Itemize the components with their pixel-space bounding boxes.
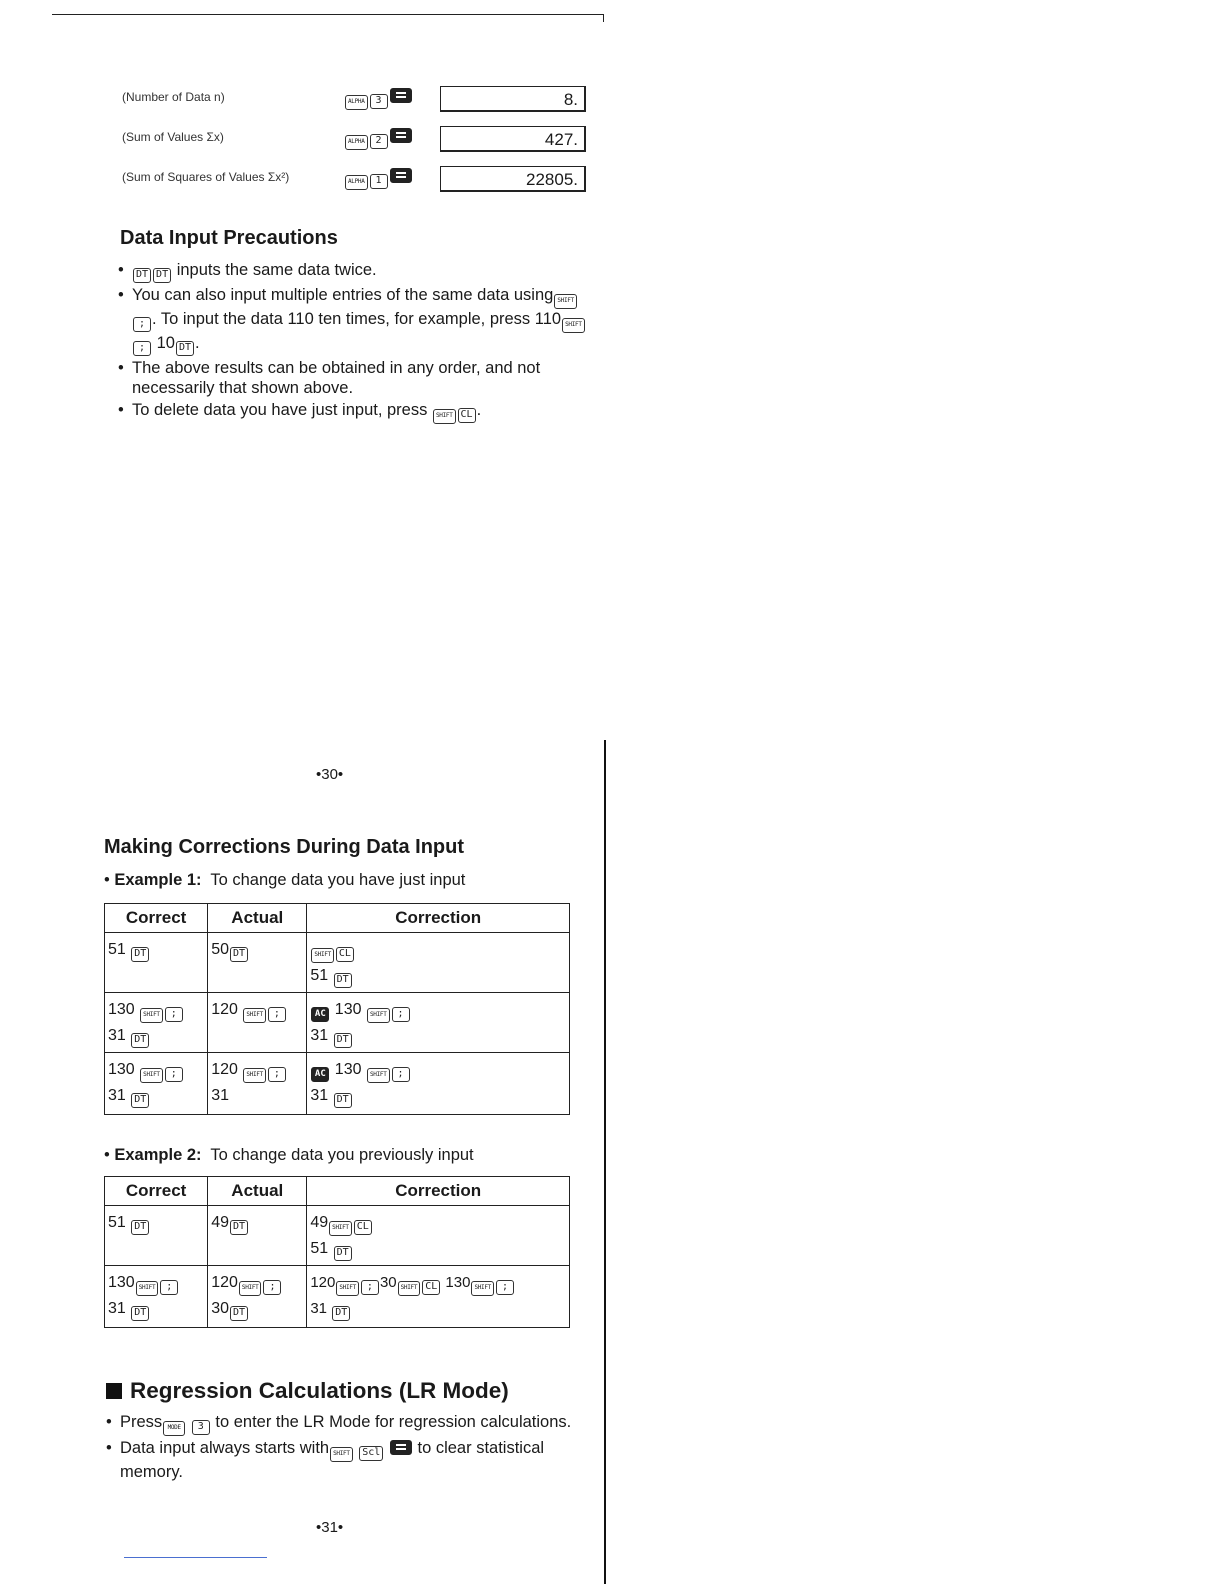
shift-key-icon: SHIFT (433, 409, 456, 424)
semicolon-key-icon: ; (361, 1280, 379, 1295)
cell-number: 51 (310, 1240, 329, 1257)
cl-key-icon: CL (458, 408, 476, 423)
shift-key-icon: SHIFT (562, 318, 585, 333)
regression-list (106, 1412, 582, 1484)
cell-number: 130 (108, 1001, 135, 1018)
table-cell (105, 1206, 208, 1266)
shift-key-icon: SHIFT (554, 294, 577, 309)
dt-key-icon: DT (230, 1220, 248, 1235)
dt-key-icon: DT (332, 1306, 350, 1321)
cell-number: 130 (108, 1061, 135, 1078)
two-key-icon: 2 (370, 134, 388, 149)
semicolon-key-icon: ; (165, 1007, 183, 1022)
shift-key-icon: SHIFT (311, 948, 334, 963)
three-key-icon: 3 (370, 94, 388, 109)
dt-key-icon: DT (131, 1093, 149, 1108)
precautions-heading: Data Input Precautions (120, 227, 338, 249)
list-item (118, 358, 590, 398)
column-header: Correct (105, 1177, 208, 1206)
stat-label: (Sum of Squares of Values Σx²) (122, 170, 290, 184)
list-item-text: Data input always starts with (120, 1439, 330, 1457)
cell-number: 120 (211, 1061, 238, 1078)
cell-number: 49 (211, 1214, 230, 1231)
semicolon-key-icon: ; (165, 1067, 183, 1082)
shift-key-icon: SHIFT (140, 1068, 163, 1083)
cell-number: 30 (211, 1300, 230, 1317)
table-cell (105, 993, 208, 1053)
cell-number: 49 (310, 1214, 329, 1231)
dt-key-icon: DT (176, 341, 194, 356)
dt-key-icon: DT (334, 973, 352, 988)
ac-key-icon: AC (311, 1007, 329, 1022)
dt-key-icon: DT (230, 1306, 248, 1321)
cell-number: 31 (211, 1087, 230, 1104)
table-cell (208, 933, 307, 993)
regression-heading-text: Regression Calculations (LR Mode) (130, 1378, 509, 1403)
example-2-caption: • Example 2: To change data you previously input (104, 1146, 474, 1164)
list-item-text: To delete data you have just input, press (132, 401, 428, 419)
cell-number: 30 (379, 1274, 397, 1291)
equals-key-icon (390, 88, 412, 103)
cell-number: 130 (108, 1274, 135, 1291)
semicolon-key-icon: ; (392, 1067, 410, 1082)
list-item (106, 1412, 582, 1436)
corrections-table-1 (104, 903, 570, 1115)
example-text: To change data you have just input (210, 871, 466, 889)
shift-key-icon: SHIFT (336, 1281, 359, 1296)
top-rule (52, 14, 604, 15)
shift-key-icon: SHIFT (471, 1281, 494, 1296)
cell-number: 130 (445, 1274, 471, 1291)
alpha-key-icon: ALPHA (345, 135, 368, 150)
semicolon-key-icon: ; (133, 317, 151, 332)
dt-key-icon: DT (153, 268, 171, 283)
key-sequence (344, 168, 413, 190)
shift-key-icon: SHIFT (243, 1068, 266, 1083)
example-label: Example 1: (114, 871, 202, 889)
calculator-display: 22805. (440, 166, 586, 192)
mode-key-icon: MODE (163, 1421, 185, 1436)
equals-key-icon (390, 1440, 412, 1455)
blue-underline (124, 1557, 267, 1558)
dt-key-icon: DT (131, 1306, 149, 1321)
cell-number: 31 (108, 1027, 126, 1044)
calculator-display: 8. (440, 86, 586, 112)
cell-number: 31 (108, 1087, 126, 1104)
semicolon-key-icon: ; (392, 1007, 410, 1022)
top-rule-tick (603, 14, 604, 22)
one-key-icon: 1 (370, 174, 388, 189)
column-header: Actual (208, 904, 307, 933)
table-cell (105, 933, 208, 993)
shift-key-icon: SHIFT (239, 1281, 262, 1296)
example-text: To change data you previously input (210, 1146, 474, 1164)
key-sequence (344, 88, 413, 110)
column-header: Correction (307, 904, 570, 933)
table-row (105, 1266, 570, 1328)
column-header: Correction (307, 1177, 570, 1206)
semicolon-key-icon: ; (160, 1280, 178, 1295)
list-item-text: Press (120, 1413, 163, 1431)
cell-number: 31 (310, 1087, 329, 1104)
dt-key-icon: DT (334, 1093, 352, 1108)
semicolon-key-icon: ; (268, 1007, 286, 1022)
key-sequence (344, 128, 413, 150)
table-cell (208, 1266, 307, 1328)
shift-key-icon: SHIFT (367, 1068, 390, 1083)
stat-row-sum (122, 126, 592, 156)
stat-label: (Number of Data n) (122, 90, 225, 104)
table-cell (208, 993, 307, 1053)
cell-number: 130 (334, 1001, 362, 1018)
list-item-text: . To input the data 110 ten times, for example, press 110 (152, 310, 562, 328)
shift-key-icon: SHIFT (140, 1008, 163, 1023)
cell-number: 51 (108, 941, 126, 958)
list-item-text: to clear statistical memory. (120, 1439, 545, 1481)
cl-key-icon: CL (354, 1220, 372, 1235)
table-cell (105, 1266, 208, 1328)
corrections-table-2 (104, 1176, 570, 1328)
page-divider (604, 740, 606, 1584)
cell-number: 31 (310, 1027, 329, 1044)
table-row (105, 1053, 570, 1115)
table-cell (208, 1206, 307, 1266)
cell-number: 120 (211, 1274, 238, 1291)
table-cell (307, 933, 570, 993)
list-item (118, 260, 590, 283)
list-item-text: 10 (156, 334, 175, 352)
cell-number: 50 (211, 941, 230, 958)
list-item (106, 1438, 582, 1482)
list-item: • To delete data you have just input, press SHIFT CL . (118, 400, 590, 424)
shift-key-icon: SHIFT (329, 1221, 352, 1236)
list-item-text: You can also input multiple entries of the same data using (132, 286, 554, 304)
table-header-row (105, 904, 570, 933)
cell-number: 120 (211, 1001, 238, 1018)
shift-key-icon: SHIFT (398, 1281, 421, 1296)
column-header: Actual (208, 1177, 307, 1206)
shift-key-icon: SHIFT (136, 1281, 159, 1296)
table-cell (307, 1266, 570, 1328)
table-row (105, 993, 570, 1053)
cl-key-icon: CL (336, 947, 354, 962)
shift-key-icon: SHIFT (330, 1447, 353, 1462)
dt-key-icon: DT (133, 268, 151, 283)
semicolon-key-icon: ; (496, 1280, 514, 1295)
ac-key-icon: AC (311, 1067, 329, 1082)
page-number: •30• (316, 766, 344, 783)
semicolon-key-icon: ; (133, 341, 151, 356)
cell-number: 31 (310, 1300, 328, 1317)
cell-number: 120 (310, 1274, 336, 1291)
list-item-text: to enter the LR Mode for regression calculations. (215, 1413, 572, 1431)
dt-key-icon: DT (131, 947, 149, 962)
stat-row-n (122, 86, 592, 116)
shift-key-icon: SHIFT (367, 1008, 390, 1023)
table-header-row (105, 1177, 570, 1206)
dt-key-icon: DT (131, 1033, 149, 1048)
example-1-caption: • Example 1: To change data you have just input (104, 871, 466, 889)
cl-key-icon: CL (422, 1280, 440, 1295)
dt-key-icon: DT (131, 1220, 149, 1235)
stat-row-sum-squares (122, 166, 592, 196)
regression-heading (106, 1378, 509, 1404)
list-item-text: The above results can be obtained in any order, and not necessarily that shown above. (132, 359, 541, 397)
cell-number: 31 (108, 1300, 126, 1317)
cell-number: 51 (108, 1214, 126, 1231)
list-item: • You can also input multiple entries of the same data using SHIFT; . To input the data 110 ten times, for example, press 110 SHIFT; 10 DT . (118, 285, 590, 356)
dt-key-icon: DT (230, 947, 248, 962)
shift-key-icon: SHIFT (243, 1008, 266, 1023)
cell-number: 130 (334, 1061, 362, 1078)
equals-key-icon (390, 128, 412, 143)
precautions-list (118, 260, 590, 426)
semicolon-key-icon: ; (268, 1067, 286, 1082)
equals-key-icon (390, 168, 412, 183)
cell-number: 51 (310, 967, 329, 984)
table-cell (307, 1206, 570, 1266)
table-cell (307, 993, 570, 1053)
semicolon-key-icon: ; (263, 1280, 281, 1295)
scl-key-icon: Scl (359, 1446, 383, 1461)
column-header: Correct (105, 904, 208, 933)
table-cell (307, 1053, 570, 1115)
three-key-icon: 3 (192, 1420, 210, 1435)
table-cell (105, 1053, 208, 1115)
alpha-key-icon: ALPHA (345, 175, 368, 190)
calculator-display: 427. (440, 126, 586, 152)
list-item-text: inputs the same data twice. (176, 261, 377, 279)
section-marker-icon (106, 1383, 122, 1399)
table-row (105, 1206, 570, 1266)
table-cell (208, 1053, 307, 1115)
table-row (105, 933, 570, 993)
corrections-heading: Making Corrections During Data Input (104, 836, 465, 858)
stat-label: (Sum of Values Σx) (122, 130, 224, 144)
page-number: •31• (316, 1519, 344, 1536)
alpha-key-icon: ALPHA (345, 95, 368, 110)
dt-key-icon: DT (334, 1246, 352, 1261)
dt-key-icon: DT (334, 1033, 352, 1048)
example-label: Example 2: (114, 1146, 202, 1164)
